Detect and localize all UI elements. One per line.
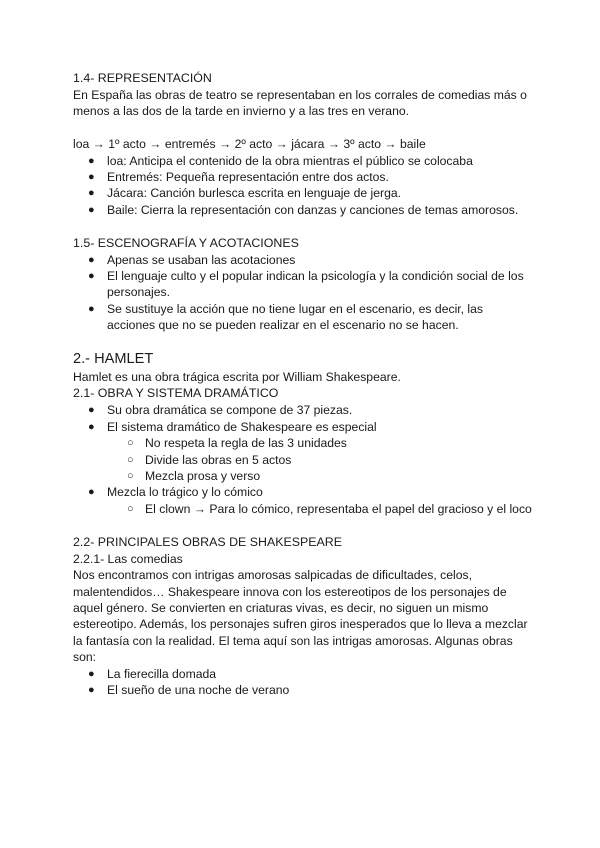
sublist-item: ○ El clown → Para lo cómico, representaba el papel del gracioso y el loco: [127, 501, 532, 516]
list-item: ● El sistema dramático de Shakespeare es especial ○ No respeta la regla de las 3 unidades ○ Divide las obras en 5 actos ○ Mezcla prosa y verso: [73, 419, 533, 485]
bullet-icon: ●: [88, 302, 95, 315]
list-item: ● Entremés: Pequeña representación entre dos actos.: [88, 170, 389, 185]
list-item: ● Apenas se usaban las acotaciones: [88, 252, 296, 267]
list-item: ● El sueño de una noche de verano: [88, 682, 290, 697]
circle-bullet-icon: ○: [127, 502, 134, 515]
document-page: [73, 70, 533, 698]
heading-principales-obras: 2.2- PRINCIPALES OBRAS DE SHAKESPEARE: [73, 534, 343, 549]
heading-obra-sistema: 2.1- OBRA Y SISTEMA DRAMÁTICO: [73, 386, 279, 401]
obra-sistema-list: [73, 402, 533, 517]
heading-escenografia: 1.5- ESCENOGRAFÍA Y ACOTACIONES: [73, 235, 299, 250]
list-item: ● Mezcla lo trágico y lo cómico ○ El clown → Para lo cómico, representaba el papel del gracioso y el loco: [73, 484, 533, 517]
circle-bullet-icon: ○: [127, 453, 134, 466]
list-item: ● Se sustituye la acción que no tiene lugar en el escenario, es decir, las acciones que no se pueden realizar en el escenario no se hacen.: [88, 301, 484, 333]
bullet-icon: ●: [88, 420, 95, 433]
bullet-icon: ●: [88, 187, 95, 200]
list-item: ● El lenguaje culto y el popular indican la psicología y la condición social de los personajes.: [88, 269, 524, 300]
bullet-icon: ●: [88, 154, 95, 167]
list-item: ● La fierecilla domada: [88, 666, 217, 681]
sublist-item: ○ Divide las obras en 5 actos: [127, 452, 292, 467]
sequence-line: loa → 1º acto → entremés → 2º acto → jácara → 3º acto → baile: [73, 137, 426, 152]
bullet-icon: ●: [88, 171, 95, 184]
bullet-icon: ●: [88, 683, 95, 696]
bullet-icon: ●: [88, 667, 95, 680]
heading-comedias: 2.2.1- Las comedias: [73, 551, 183, 566]
list-item: ● loa: Anticipa el contenido de la obra mientras el público se colocaba: [88, 153, 473, 168]
bullet-icon: ●: [88, 486, 95, 499]
list-item: ● Baile: Cierra la representación con danzas y canciones de temas amorosos.: [88, 202, 519, 217]
escenografia-list: [73, 252, 533, 334]
heading-hamlet: 2.- HAMLET: [73, 351, 154, 368]
list-item: ● Su obra dramática se compone de 37 piezas.: [88, 403, 353, 418]
paragraph-comedias: Nos encontramos con intrigas amorosas salpicadas de dificultades, celos, malentendidos… Shakespeare innova con los estereotipos de los personajes de aquel género. Se convierten en criaturas vivas, es decir, no siguen un mismo estereotipo. Además, los personajes sufren giros inesperados que lo lleva a mezclar la fantasía con la realidad. El tema aquí son las intrigas amorosas. Algunas obras son:: [73, 568, 528, 665]
sublist-item: ○ Mezcla prosa y verso: [127, 469, 261, 484]
representacion-list: [73, 153, 533, 219]
paragraph-hamlet-intro: Hamlet es una obra trágica escrita por William Shakespeare.: [73, 370, 401, 385]
heading-representacion: 1.4- REPRESENTACIÓN: [73, 71, 212, 85]
comedias-list: [73, 666, 533, 699]
circle-bullet-icon: ○: [127, 470, 134, 483]
bullet-icon: ●: [88, 270, 95, 283]
paragraph-corrales: En España las obras de teatro se representaban en los corrales de comedias más o menos a las dos de la tarde en invierno y a las tres en verano.: [73, 88, 527, 119]
sublist-item: ○ No respeta la regla de las 3 unidades: [127, 436, 347, 451]
sistema-sublist: [107, 435, 533, 484]
list-item: ● Jácara: Canción burlesca escrita en lenguaje de jerga.: [88, 186, 402, 201]
bullet-icon: ●: [88, 253, 95, 266]
tragico-comico-sublist: [107, 501, 533, 517]
bullet-icon: ●: [88, 203, 95, 216]
bullet-icon: ●: [88, 404, 95, 417]
circle-bullet-icon: ○: [127, 437, 134, 450]
